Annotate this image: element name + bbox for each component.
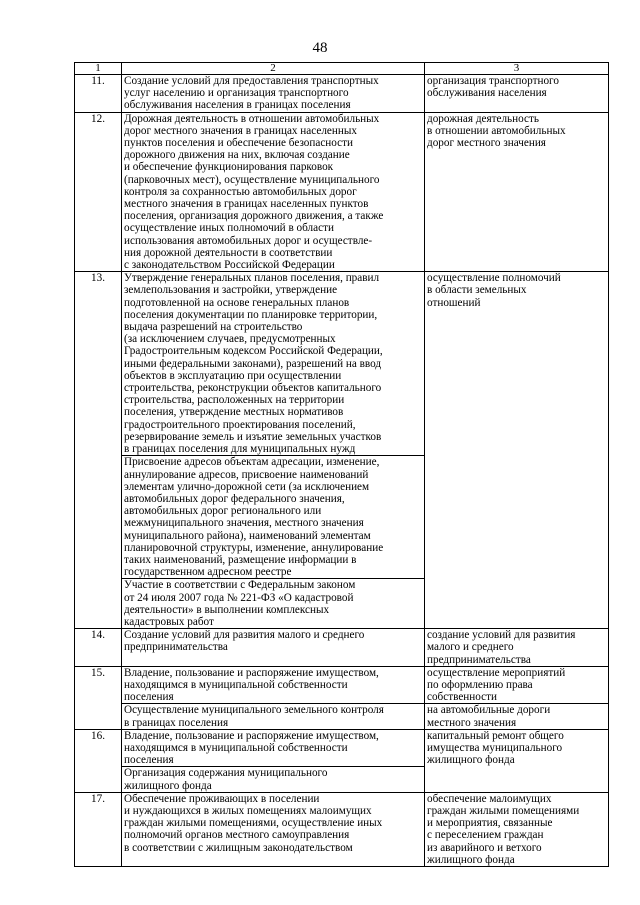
row-competence: обеспечение малоимущих граждан жилыми помещениями и мероприятия, связанные с переселением граждан из аварийного и ветхого жилищного фонда bbox=[425, 792, 609, 866]
row-description: Обеспечение проживающих в поселении и нуждающихся в жилых помещениях малоимущих граждан жилыми помещениями, осуществление иных полномочий органов местного самоуправления в соответствии с жилищным законодательством bbox=[122, 792, 425, 866]
row-number: 14. bbox=[75, 629, 122, 667]
row-description-part: Осуществление муниципального земельного контроля в границах поселения bbox=[122, 704, 425, 729]
row-description: Создание условий для предоставления транспортных услуг населению и организация транспортного обслуживания населения в границах поселения bbox=[122, 75, 425, 113]
table-row bbox=[75, 629, 609, 667]
row-description-part: Утверждение генеральных планов поселения, правил землепользования и застройки, утверждение подготовленной на основе генеральных планов поселения документации по планировке территории, выдача разрешений на строительство (за исключением случаев, предусмотренных Градостроительным кодексом Российской Федерации, иными федеральными законами), разрешений на ввод объектов в эксплуатацию при осуществлении строительства, реконструкции объектов капитального строительства, расположенных на территории поселения, утверждение местных нормативов градостроительного проектирования поселений, резервирование земель и изъятие земельных участков в границах поселения для муниципальных нужд bbox=[122, 272, 425, 456]
row-competence-part: на автомобильные дороги местного значения bbox=[425, 704, 609, 729]
table-subrow bbox=[75, 704, 609, 729]
table-row bbox=[75, 792, 609, 866]
row-description-part: Присвоение адресов объектам адресации, изменение, аннулирование адресов, присвоение наименований элементам улично-дорожной сети (за исключением автомобильных дорог федерального значения, автомобильных дорог регионального или межмуниципального значения, местного значения муниципального района), наименований элементам планировочной структуры, изменение, аннулирование таких наименований, размещение информации в государственном адресном реестре bbox=[122, 456, 425, 579]
row-competence: создание условий для развития малого и среднего предпринимательства bbox=[425, 629, 609, 667]
competence-table bbox=[74, 62, 609, 867]
row-number: 12. bbox=[75, 112, 122, 272]
row-description-part: Организация содержания муниципального жилищного фонда bbox=[122, 767, 425, 792]
table-row bbox=[75, 75, 609, 113]
row-competence: дорожная деятельность в отношении автомобильных дорог местного значения bbox=[425, 112, 609, 272]
table-row bbox=[75, 272, 609, 456]
row-competence-part: осуществление мероприятий по оформлению права собственности bbox=[425, 666, 609, 704]
row-number: 11. bbox=[75, 75, 122, 113]
row-description-part: Владение, пользование и распоряжение имуществом, находящимся в муниципальной собственности поселения bbox=[122, 729, 425, 767]
row-number: 16. bbox=[75, 729, 122, 792]
header-col-2: 2 bbox=[122, 63, 425, 75]
row-description: Создание условий для развития малого и среднего предпринимательства bbox=[122, 629, 425, 667]
table-header-row bbox=[75, 63, 609, 75]
row-description-part: Владение, пользование и распоряжение имуществом, находящимся в муниципальной собственности поселения bbox=[122, 666, 425, 704]
row-number: 13. bbox=[75, 272, 122, 629]
table-row bbox=[75, 729, 609, 767]
row-competence: организация транспортного обслуживания населения bbox=[425, 75, 609, 113]
row-competence: осуществление полномочий в области земельных отношений bbox=[425, 272, 609, 629]
row-competence: капитальный ремонт общего имущества муниципального жилищного фонда bbox=[425, 729, 609, 792]
header-col-3: 3 bbox=[425, 63, 609, 75]
row-number: 17. bbox=[75, 792, 122, 866]
header-col-1: 1 bbox=[75, 63, 122, 75]
table-row bbox=[75, 112, 609, 272]
row-number: 15. bbox=[75, 666, 122, 729]
row-description: Дорожная деятельность в отношении автомобильных дорог местного значения в границах населенных пунктов поселения и обеспечение безопасности дорожного движения на них, включая создание и обеспечение функционирования парковок (парковочных мест), осуществление муниципального контроля за сохранностью автомобильных дорог местного значения в границах населенных пунктов поселения, организация дорожного движения, а также осуществление иных полномочий в области использования автомобильных дорог и осуществле- ния дорожной деятельности в соответствии с законодательством Российской Федерации bbox=[122, 112, 425, 272]
page-number: 48 bbox=[312, 40, 328, 56]
table-row bbox=[75, 666, 609, 704]
row-description-part: Участие в соответствии с Федеральным законом от 24 июля 2007 года № 221-ФЗ «О кадастровой деятельности» в выполнении комплексных кадастровых работ bbox=[122, 579, 425, 629]
